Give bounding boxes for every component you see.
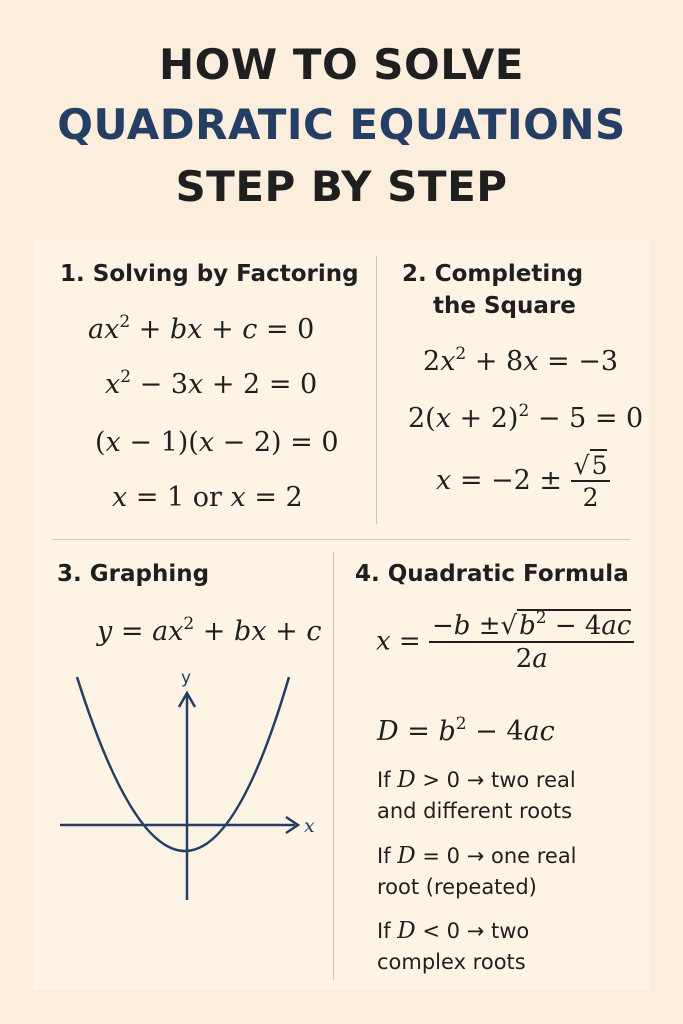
section-2-eq-2: $2(x + 2)^2 - 5 = 0$ (408, 401, 644, 434)
section-1-eq-3: (x − 1)(x − 2) = 0 (95, 427, 339, 458)
section-2-heading-line-1: 2. Completing (402, 261, 584, 287)
section-1-eq-4: x = 1 or x = 2 (112, 482, 303, 513)
parabola-graph (50, 665, 330, 915)
horizontal-divider (52, 539, 630, 540)
discriminant: $D = b^2 - 4ac$ (377, 714, 555, 747)
case-1: If D > 0 → two real and different roots (377, 767, 576, 823)
section-2-heading-line-2: the Square (433, 293, 576, 319)
vertical-divider-top (376, 256, 377, 524)
section-4-heading: 4. Quadratic Formula (355, 561, 629, 587)
section-3-heading: 3. Graphing (57, 561, 210, 587)
case-3: If D < 0 → two complex roots (377, 918, 530, 974)
vertical-divider-bottom (333, 552, 334, 980)
x-axis-label: x (304, 815, 315, 837)
quadratic-formula: x = $\frac{-b \pm√b^2 - 4ac}{2a}$ (376, 612, 634, 673)
y-axis-label: y (181, 668, 192, 688)
case-2: If D = 0 → one real root (repeated) (377, 843, 577, 899)
title-line-2: QUADRATIC EQUATIONS (57, 100, 626, 149)
section-1-eq-2: $x^2 - 3x + 2 = 0$ (105, 367, 318, 400)
title-line-3: STEP BY STEP (175, 162, 508, 211)
section-2-eq-3: x = −2 ± $\frac{√5}{2}$ (436, 452, 610, 511)
section-1-heading: 1. Solving by Factoring (60, 261, 359, 287)
section-2-eq-1: $2x^2 + 8x = -3$ (423, 344, 619, 377)
section-1-eq-1: $ax^2$ + bx + c = 0 (88, 312, 315, 345)
title-line-1: HOW TO SOLVE (159, 40, 524, 89)
section-3-eq-1: $y = ax^2$ + bx + c (97, 614, 322, 647)
